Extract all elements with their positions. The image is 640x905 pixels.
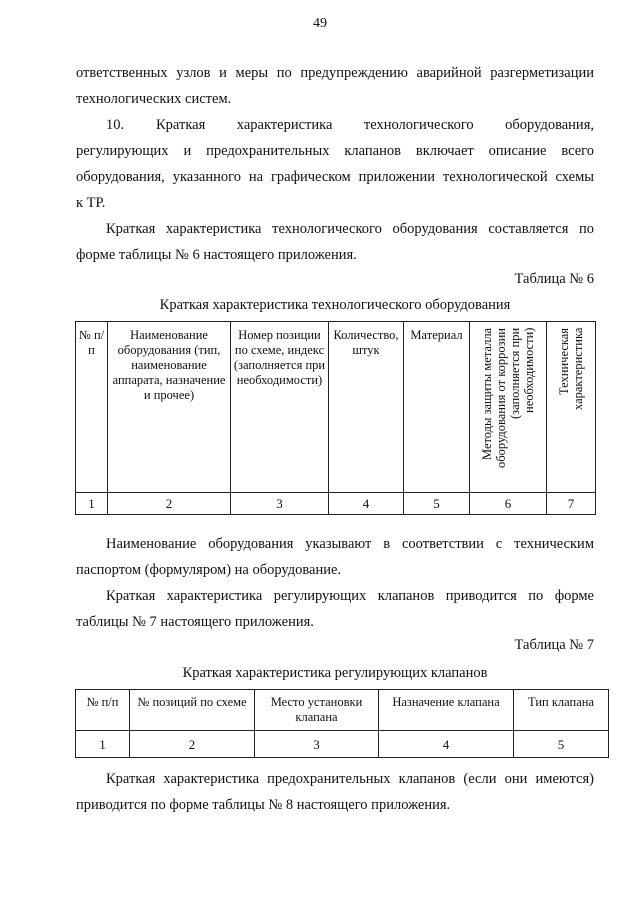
- text-line-content: Краткая характеристика технологического оборудования,: [156, 117, 594, 133]
- table-6-header-position: Номер позиции по схеме, индекс (заполняется при необходимости): [231, 322, 329, 493]
- table-6-header-material: Материал: [404, 322, 470, 493]
- table-7-header-location: Место установки клапана: [255, 690, 379, 731]
- table-6-col-number: 1: [76, 493, 108, 515]
- table-6-header-name: Наименование оборудования (тип, наименование аппарата, назначение и прочее): [108, 322, 231, 493]
- text-line: форме таблицы № 6 настоящего приложения.: [76, 247, 357, 263]
- text-line: Краткая характеристика предохранительных клапанов (если они имеются): [106, 771, 594, 787]
- text-line: технологических систем.: [76, 91, 232, 107]
- table-7-header-position: № позиций по схеме: [130, 690, 255, 731]
- table-6-col-number: 4: [329, 493, 404, 515]
- table-6-header-spec: Техническая характеристика: [557, 328, 585, 411]
- table-6-label: Таблица № 6: [514, 271, 594, 287]
- table-6-header-corrosion: Методы защиты металла оборудования от коррозии (заполняется при необходимости): [480, 328, 536, 468]
- text-line: к ТР.: [76, 195, 106, 211]
- text-line: регулирующих и предохранительных клапанов включает описание всего: [76, 143, 594, 159]
- text-line: ответственных узлов и меры по предупреждению аварийной разгерметизации: [76, 65, 594, 81]
- table-7-col-number: 1: [76, 731, 130, 758]
- text-line: паспортом (формуляром) на оборудование.: [76, 562, 342, 578]
- table-6-header-spec-cell: [547, 322, 596, 493]
- table-6-header-corrosion-cell: [470, 322, 547, 493]
- table-7-title: Краткая характеристика регулирующих клапанов: [182, 665, 488, 681]
- table-6-col-number: 5: [404, 493, 470, 515]
- text-line: Краткая характеристика технологического оборудования составляется по: [106, 221, 594, 237]
- text-line: Наименование оборудования указывают в соответствии с техническим: [106, 536, 594, 552]
- table-6-title: Краткая характеристика технологического оборудования: [159, 297, 511, 313]
- text-line: таблицы № 7 настоящего приложения.: [76, 614, 314, 630]
- paragraph-3: [76, 216, 594, 268]
- table-7-col-number: 3: [255, 731, 379, 758]
- table-7-col-number: 2: [130, 731, 255, 758]
- paragraph-4: [76, 531, 594, 583]
- paragraph-5: [76, 583, 594, 635]
- paragraph-6: [76, 766, 594, 818]
- table-6: [75, 321, 596, 515]
- item-number: 10.: [106, 117, 125, 133]
- table-7-header-number: № п/п: [76, 690, 130, 731]
- paragraph-1: [76, 60, 594, 112]
- paragraph-2: [76, 112, 594, 216]
- table-6-header-number: № п/п: [76, 322, 108, 493]
- text-line: приводится по форме таблицы № 8 настоящего приложения.: [76, 797, 451, 813]
- table-6-col-number: 3: [231, 493, 329, 515]
- table-6-col-number: 7: [547, 493, 596, 515]
- table-7-header-purpose: Назначение клапана: [379, 690, 514, 731]
- table-7-col-number: 4: [379, 731, 514, 758]
- table-6-header-quantity: Количество, штук: [329, 322, 404, 493]
- text-line: [76, 112, 594, 138]
- table-6-col-number: 2: [108, 493, 231, 515]
- table-7-header-type: Тип клапана: [514, 690, 609, 731]
- page-number: 49: [313, 16, 327, 31]
- table-6-col-number: 6: [470, 493, 547, 515]
- table-7: [75, 689, 609, 758]
- table-7-label: Таблица № 7: [514, 637, 594, 653]
- text-line: оборудования, указанного на графическом приложении технологической схемы: [76, 169, 594, 185]
- text-line: Краткая характеристика регулирующих клапанов приводится по форме: [106, 588, 594, 604]
- table-7-col-number: 5: [514, 731, 609, 758]
